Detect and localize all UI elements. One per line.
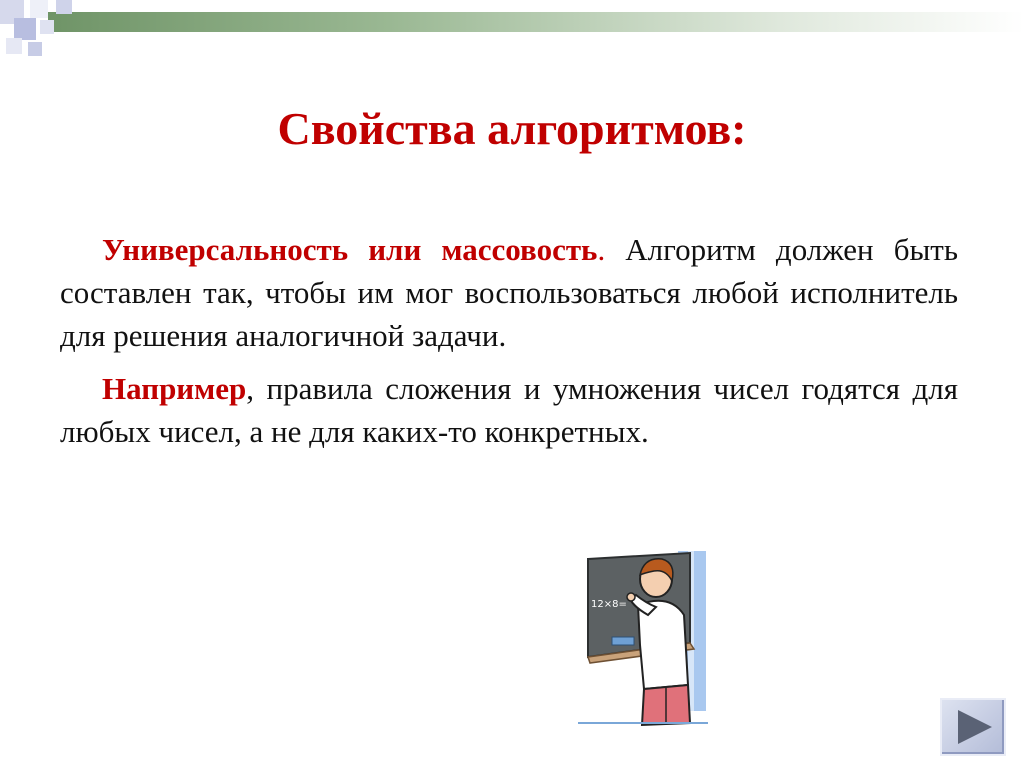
- paragraph-example: [60, 367, 958, 453]
- paragraph-universality-text: Алгоритм должен быть составлен так, чтобы им мог воспользоваться любой исполнитель для решения аналогичной задачи.: [60, 232, 958, 353]
- play-arrow-icon: [942, 700, 1004, 754]
- term-punctuation: .: [597, 232, 606, 267]
- term-example: Например: [102, 371, 247, 406]
- slide-body: [60, 228, 958, 463]
- teacher-at-blackboard-icon: [578, 545, 708, 727]
- paragraph-example-text: , правила сложения и умножения чисел годятся для любых чисел, а не для каких-то конкретных.: [60, 371, 958, 449]
- next-slide-button[interactable]: [940, 698, 1006, 756]
- board-text: 12×8=: [591, 599, 627, 610]
- header-gradient-bar: [48, 12, 1024, 32]
- slide-title: Свойства алгоритмов:: [277, 103, 747, 154]
- paragraph-universality: [60, 228, 958, 357]
- term-universality: Универсальность или массовость: [102, 232, 598, 267]
